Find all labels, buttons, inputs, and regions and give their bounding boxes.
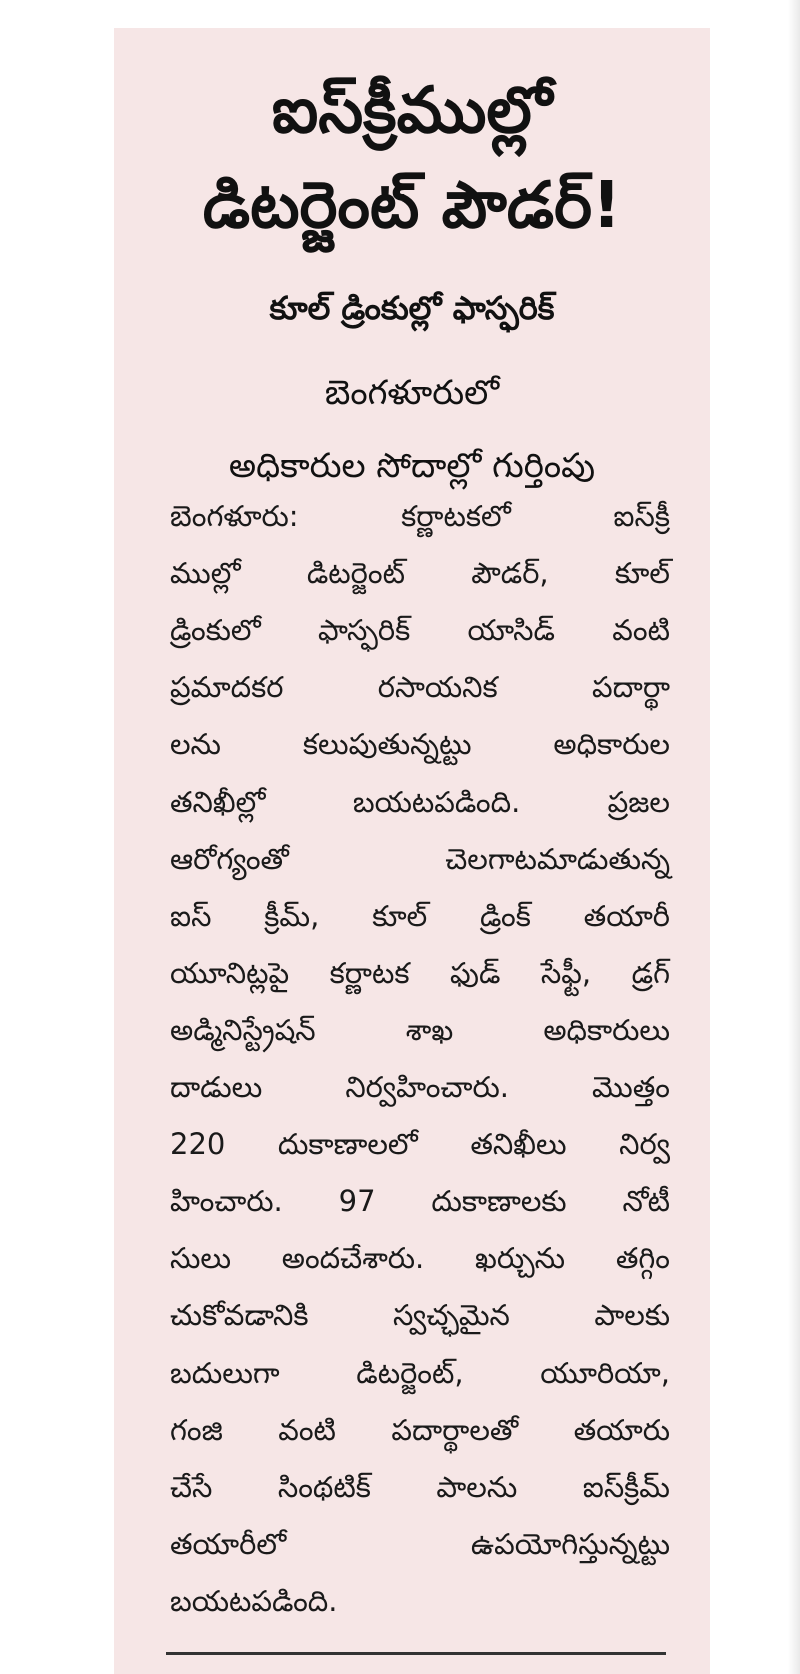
subheading-2: బెంగళూరులో — [324, 373, 500, 413]
body-line: బయటపడింది. — [170, 1584, 338, 1618]
body-line: చుకోవడానికి స్వచ్ఛమైన పాలకు — [170, 1298, 670, 1332]
body-line: సులు అందచేశారు. ఖర్చును తగ్గిం — [170, 1241, 670, 1275]
body-line: ఐస్ క్రీమ్, కూల్ డ్రింక్ తయారీ — [170, 899, 670, 933]
body-line: లను కలుపుతున్నట్టు అధికారుల — [170, 727, 670, 761]
subheading-3: అధికారుల సోదాల్లో గుర్తింపు — [228, 446, 596, 486]
body-line: ఆరోగ్యంతో చెలగాటమాడుతున్న — [170, 842, 670, 876]
body-line: బెంగళూరు: కర్ణాటకలో ఐస్‌క్రీ — [170, 499, 670, 533]
headline-line-1: ఐస్‌క్రీముల్లో — [271, 74, 553, 148]
headline-line-2: డిటర్జెంట్ పౌడర్! — [202, 169, 622, 243]
body-line: ముల్లో డిటర్జెంట్ పౌడర్, కూల్ — [170, 556, 670, 590]
body-line: దాడులు నిర్వహించారు. మొత్తం — [170, 1070, 670, 1104]
bottom-rule — [166, 1652, 666, 1655]
body-line: హించారు. 97 దుకాణాలకు నోటీ — [170, 1184, 670, 1218]
body-line: తయారీలో ఉపయోగిస్తున్నట్టు — [170, 1527, 670, 1561]
subheading-1: కూల్ డ్రింకుల్లో ఫాస్ఫరిక్ — [269, 289, 555, 327]
body-line: యూనిట్లపై కర్ణాటక ఫుడ్ సేఫ్టీ, డ్రగ్ — [170, 956, 670, 990]
body-line: తనిఖీల్లో బయటపడింది. ప్రజల — [170, 785, 670, 819]
body-line: ప్రమాదకర రసాయనిక పదార్థా — [170, 670, 670, 704]
scan-edge — [788, 0, 800, 1674]
body-line: 220 దుకాణాలలో తనిఖీలు నిర్వ — [170, 1127, 670, 1161]
body-line: చేసే సింథటిక్ పాలను ఐస్‌క్రీమ్ — [170, 1470, 670, 1504]
body-line: డ్రింకులో ఫాస్ఫరిక్ యాసిడ్ వంటి — [170, 613, 670, 647]
body-line: అడ్మినిస్ట్రేషన్ శాఖ అధికారులు — [170, 1013, 670, 1047]
body-line: బదులుగా డిటర్జెంట్, యూరియా, — [170, 1356, 670, 1390]
body-line: గంజి వంటి పదార్థాలతో తయారు — [170, 1413, 670, 1447]
